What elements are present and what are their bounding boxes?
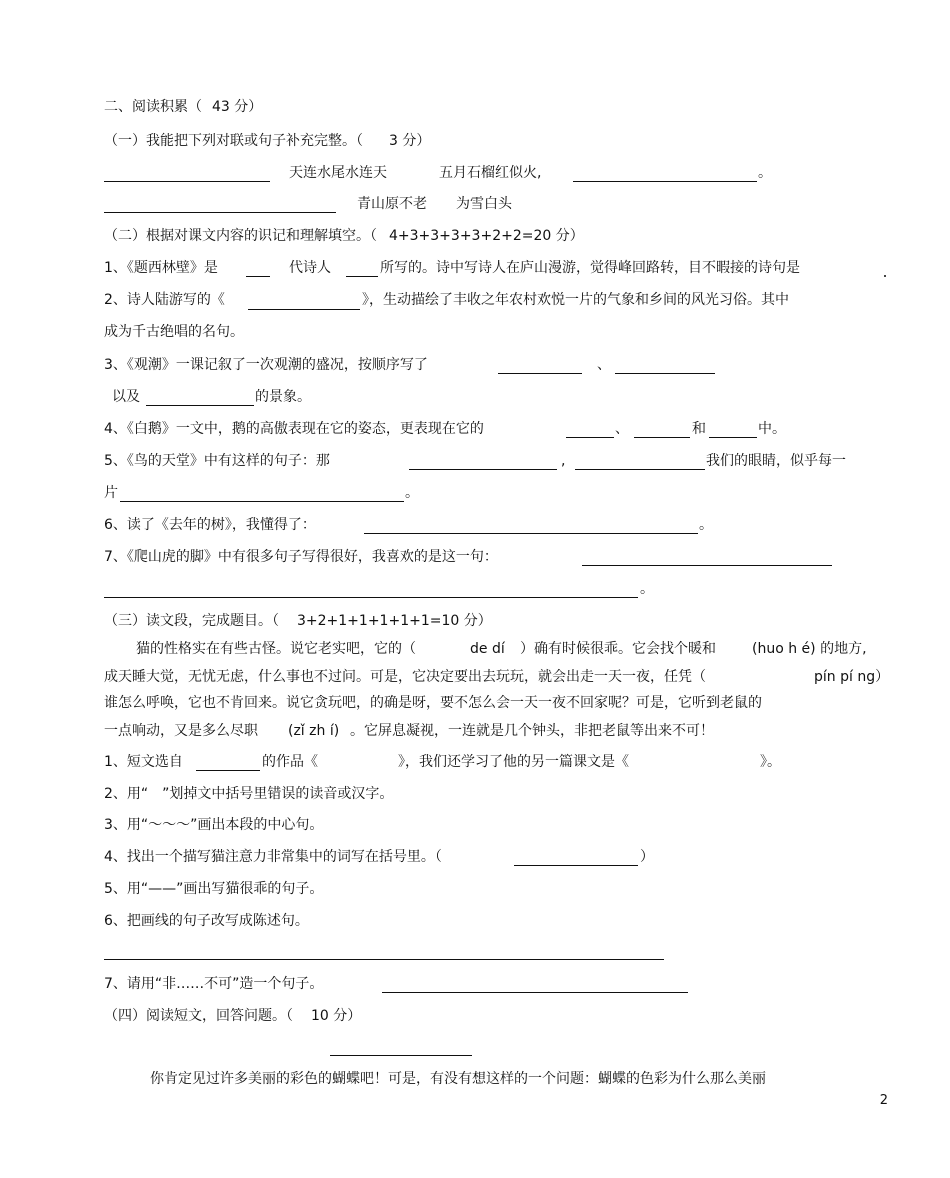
part2-heading: （二）根据对课文内容的识记和理解填空。（ 4+3+3+3+3+2+2=20 分）: [104, 228, 584, 244]
punctuation: 。: [405, 485, 419, 501]
question-text: 4、找出一个描写猫注意力非常集中的词写在括号里。（: [104, 849, 442, 865]
answer-blank[interactable]: [382, 992, 688, 993]
passage-text: 猫的性格实在有些古怪。说它老实吧，它的（: [136, 641, 416, 657]
passage-text: 。它屏息凝视，一连就是几个钟头，非把老鼠等出来不可！: [350, 723, 714, 739]
question-text: 以及: [112, 389, 140, 405]
page-number: 2: [879, 1093, 888, 1108]
question-text: 的景象。: [255, 389, 311, 405]
question-text: 的作品《: [262, 754, 318, 770]
passage-text: 谁怎么呼唤，它也不肯回来。说它贪玩吧，的确是呀，要不怎么会一天一夜不回家呢？可是，它听到老鼠的: [104, 695, 762, 711]
couplet-text: 五月石榴红似火,: [439, 165, 542, 181]
couplet-text: 青山原不老: [357, 196, 427, 212]
punctuation: ）: [640, 849, 654, 865]
answer-blank[interactable]: [104, 597, 638, 598]
question-text: 中。: [758, 421, 786, 437]
passage-text: 你肯定见过许多美丽的彩色的蝴蝶吧！可是，有没有想这样的一个问题：蝴蝶的色彩为什么那么美丽: [150, 1071, 766, 1087]
question-text: 1、《题西林壁》是: [104, 260, 218, 276]
question-text: 所写的。诗中写诗人在庐山漫游，觉得峰回路转，目不暇接的诗句是: [380, 260, 800, 276]
couplet-text: 为雪白头: [456, 196, 512, 212]
pinyin-option: pín pí ng）: [814, 669, 890, 685]
answer-blank[interactable]: [146, 405, 254, 406]
question-text: 》。: [760, 754, 781, 770]
question-text: 7、请用“非……不可”造一个句子。: [104, 976, 324, 992]
part3-heading: （三）读文段，完成题目。（ 3+2+1+1+1+1+1=10 分）: [104, 613, 492, 629]
section-title: 二、阅读积累（ 43 分）: [104, 99, 263, 115]
question-text: 我们的眼睛，似乎每一: [706, 453, 846, 469]
question-text: 6、把画线的句子改写成陈述句。: [104, 913, 309, 929]
answer-blank[interactable]: [346, 276, 378, 277]
question-text: 代诗人: [289, 260, 331, 276]
stray-mark: [884, 275, 886, 277]
question-text: 1、短文选自: [104, 754, 183, 770]
part1-heading: （一）我能把下列对联或句子补充完整。（ 3 分）: [104, 133, 431, 149]
pinyin-option: (huo h é) 的地方,: [752, 641, 867, 657]
answer-blank[interactable]: [246, 276, 270, 277]
answer-blank[interactable]: [120, 501, 404, 502]
answer-blank[interactable]: [364, 533, 698, 534]
question-text: 3、《观潮》一课记叙了一次观潮的盛况，按顺序写了: [104, 357, 428, 373]
answer-blank[interactable]: [514, 865, 638, 866]
answer-blank[interactable]: [634, 437, 690, 438]
answer-blank[interactable]: [104, 181, 270, 182]
passage-text: 一点响动，又是多么尽职: [104, 723, 258, 739]
answer-blank[interactable]: [104, 959, 664, 960]
answer-blank[interactable]: [104, 212, 336, 213]
answer-blank[interactable]: [409, 469, 557, 470]
answer-blank[interactable]: [575, 469, 705, 470]
title-blank[interactable]: [330, 1055, 472, 1056]
pinyin-option: (zǐ zh í): [288, 723, 340, 739]
answer-blank[interactable]: [498, 373, 582, 374]
passage-text: 成天睡大觉，无忧无虑，什么事也不过问。可是，它决定要出去玩玩，就会出走一天一夜，任凭（: [104, 669, 706, 685]
answer-blank[interactable]: [566, 437, 614, 438]
part4-heading: （四）阅读短文，回答问题。（ 10 分）: [104, 1008, 362, 1024]
question-text: 》，我们还学习了他的另一篇课文是《: [398, 754, 629, 770]
question-text: 4、《白鹅》一文中，鹅的高傲表现在它的姿态，更表现在它的: [104, 421, 484, 437]
answer-blank[interactable]: [709, 437, 757, 438]
passage-text: ）确有时候很乖。它会找个暖和: [520, 641, 716, 657]
punctuation: 。: [640, 581, 654, 597]
answer-blank[interactable]: [573, 181, 757, 182]
couplet-text: 天连水尾水连天: [289, 165, 387, 181]
punctuation: 。: [758, 165, 772, 181]
question-text: 7、《爬山虎的脚》中有很多句子写得很好，我喜欢的是这一句：: [104, 549, 498, 565]
question-text: 5、用“——”画出写猫很乖的句子。: [104, 881, 324, 897]
question-text: 》，生动描绘了丰收之年农村欢悦一片的气象和乡间的风光习俗。其中: [362, 292, 789, 308]
punctuation: 、: [597, 357, 611, 373]
punctuation: ,: [561, 453, 566, 469]
answer-blank[interactable]: [615, 373, 715, 374]
answer-blank[interactable]: [248, 309, 360, 310]
answer-blank[interactable]: [196, 770, 260, 771]
punctuation: 。: [699, 517, 713, 533]
question-text: 和: [692, 421, 706, 437]
answer-blank[interactable]: [582, 565, 832, 566]
question-text: 2、用“ ”划掉文中括号里错误的读音或汉字。: [104, 786, 394, 802]
question-text: 6、读了《去年的树》，我懂得了：: [104, 517, 316, 533]
pinyin-option: de dí: [470, 641, 505, 657]
question-text: 成为千古绝唱的名句。: [104, 324, 244, 340]
question-text: 5、《鸟的天堂》中有这样的句子：那: [104, 453, 330, 469]
punctuation: 、: [615, 421, 629, 437]
question-text: 片: [104, 485, 118, 501]
question-text: 2、诗人陆游写的《: [104, 292, 225, 308]
question-text: 3、用“～～～”画出本段的中心句。: [104, 817, 324, 833]
